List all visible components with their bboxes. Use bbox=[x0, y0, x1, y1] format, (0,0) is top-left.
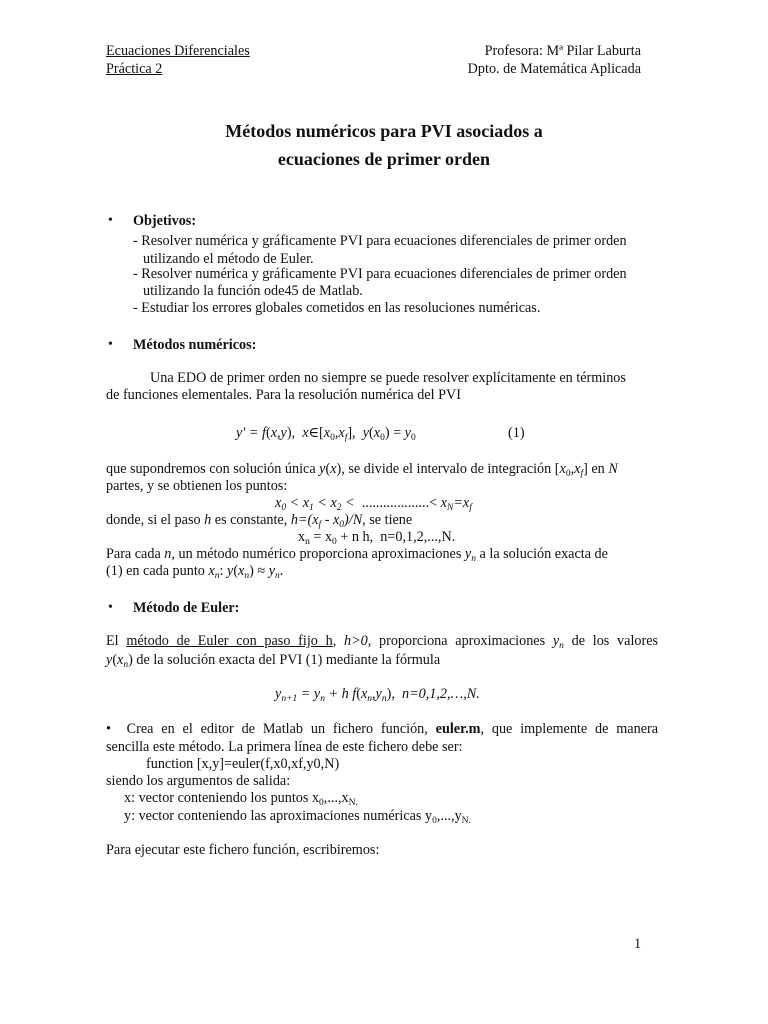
metodos-heading: Métodos numéricos: bbox=[133, 337, 257, 353]
page-title-line2: ecuaciones de primer orden bbox=[277, 149, 491, 169]
text-span: Para cada bbox=[106, 546, 161, 562]
metodos-paragraph: de funciones elementales. Para la resolución numérica del PVI bbox=[106, 387, 461, 403]
text-span: y: vector conteniendo las aproximaciones numéricas y bbox=[124, 808, 433, 824]
header-department: Dpto. de Matemática Aplicada bbox=[467, 61, 641, 77]
header-professor: Profesora: Mª Pilar Laburta bbox=[484, 43, 641, 59]
euler-formula: $y_{n+1} = y_n + h$ $f(x_n,y_n)$, n=0,1,2,…,N. bbox=[275, 686, 480, 704]
euler-heading: Método de Euler: bbox=[133, 600, 240, 616]
text-span: es constante, bbox=[214, 512, 288, 528]
metodos-paragraph: donde, si el paso h es constante, $h=(x_f - x_0)/N$, se tiene bbox=[106, 512, 413, 530]
text-span: en bbox=[591, 461, 605, 477]
text-span: , se tiene bbox=[362, 512, 413, 528]
bullet-icon: • bbox=[108, 600, 113, 615]
args-intro: siendo los argumentos de salida: bbox=[106, 773, 291, 789]
arg-x: x: vector conteniendo los puntos $x_0,...,x_{N.}$ bbox=[124, 790, 358, 808]
objetivos-heading: Objetivos: bbox=[133, 213, 197, 229]
text-span: , que implemente de manera bbox=[480, 721, 659, 737]
bullet-icon: • bbox=[108, 337, 113, 352]
metodos-paragraph: Una EDO de primer orden no siempre se puede resolver explícitamente en términos bbox=[150, 370, 626, 386]
text-span: Crea en el editor de Matlab un fichero función, bbox=[126, 721, 428, 737]
euler-paragraph: $y(x_n)$ de la solución exacta del PVI (1) mediante la fórmula bbox=[106, 652, 441, 670]
objetivo-item: utilizando la función ode45 de Matlab. bbox=[143, 283, 363, 299]
metodos-paragraph: (1) en cada punto $x_n$: $y(x_n) \approx y_n$. bbox=[106, 563, 284, 581]
objetivo-item: - Estudiar los errores globales cometidos en las resoluciones numéricas. bbox=[133, 300, 541, 316]
objetivo-item: utilizando el método de Euler. bbox=[143, 251, 314, 267]
metodos-paragraph: Para cada n, un método numérico proporciona aproximaciones $y_n$ a la solución exacta de bbox=[106, 546, 608, 564]
text-span: (1) en cada punto bbox=[106, 563, 205, 579]
text-span: x: vector conteniendo los puntos x bbox=[124, 790, 320, 806]
bullet-icon: • bbox=[108, 213, 113, 228]
text-span: a la solución exacta de bbox=[479, 546, 608, 562]
objetivo-item: - Resolver numérica y gráficamente PVI para ecuaciones diferenciales de primer orden bbox=[133, 233, 627, 249]
text-span: , un método numérico proporciona aproximaciones bbox=[171, 546, 462, 562]
pvi-equation: y' = f(x,y), $x\in[x_0,x_f]$, $y(x_0) = y_0$ bbox=[236, 425, 416, 443]
euler-method-link: método de Euler con paso fijo h bbox=[126, 633, 333, 649]
text-span: de la solución exacta del PVI (1) mediante la fórmula bbox=[136, 652, 441, 668]
page-number: 1 bbox=[634, 936, 642, 952]
euler-paragraph: El método de Euler con paso fijo h, h>0, proporciona aproximaciones $y_n$ de los valores bbox=[106, 633, 659, 651]
code-line: function [x,y]=euler(f,x0,xf,y0,N) bbox=[146, 756, 340, 772]
euler-task: • Crea en el editor de Matlab un fichero función, euler.m, que implemente de manera bbox=[106, 721, 659, 737]
text-span: El bbox=[106, 633, 119, 649]
metodos-paragraph: partes, y se obtienen los puntos: bbox=[106, 478, 288, 494]
text-span: donde, si el paso bbox=[106, 512, 201, 528]
text-span: proporciona aproximaciones bbox=[379, 633, 546, 649]
euler-task: sencilla este método. La primera línea de este fichero debe ser: bbox=[106, 739, 463, 755]
points-sequence: $x_0 < x_1 < x_2$ < ...................< $x_N=x_f$ bbox=[275, 495, 472, 513]
text-span: , se divide el intervalo de integración bbox=[341, 461, 552, 477]
equation-number: (1) bbox=[508, 425, 525, 441]
euler-file-name: euler.m bbox=[435, 721, 481, 737]
header-practice: Práctica 2 bbox=[106, 61, 163, 77]
text-span: de los valores bbox=[571, 633, 659, 649]
header-course: Ecuaciones Diferenciales bbox=[106, 43, 250, 59]
run-text: Para ejecutar este fichero función, escribiremos: bbox=[106, 842, 380, 858]
objetivo-item: - Resolver numérica y gráficamente PVI para ecuaciones diferenciales de primer orden bbox=[133, 266, 627, 282]
page-title-line1: Métodos numéricos para PVI asociados a bbox=[225, 121, 543, 141]
text-span: que supondremos con solución única bbox=[106, 461, 316, 477]
metodos-paragraph: que supondremos con solución única y(x), se divide el intervalo de integración $[x_0,x_f]$ en N bbox=[106, 461, 618, 479]
arg-y: y: vector conteniendo las aproximaciones numéricas $y_0,...,y_{N.}$ bbox=[124, 808, 471, 826]
step-formula: $x_n = x_0 + n$ h, n=0,1,2,...,N. bbox=[298, 529, 456, 547]
text-span: n=0,1,2,…,N. bbox=[401, 686, 480, 702]
